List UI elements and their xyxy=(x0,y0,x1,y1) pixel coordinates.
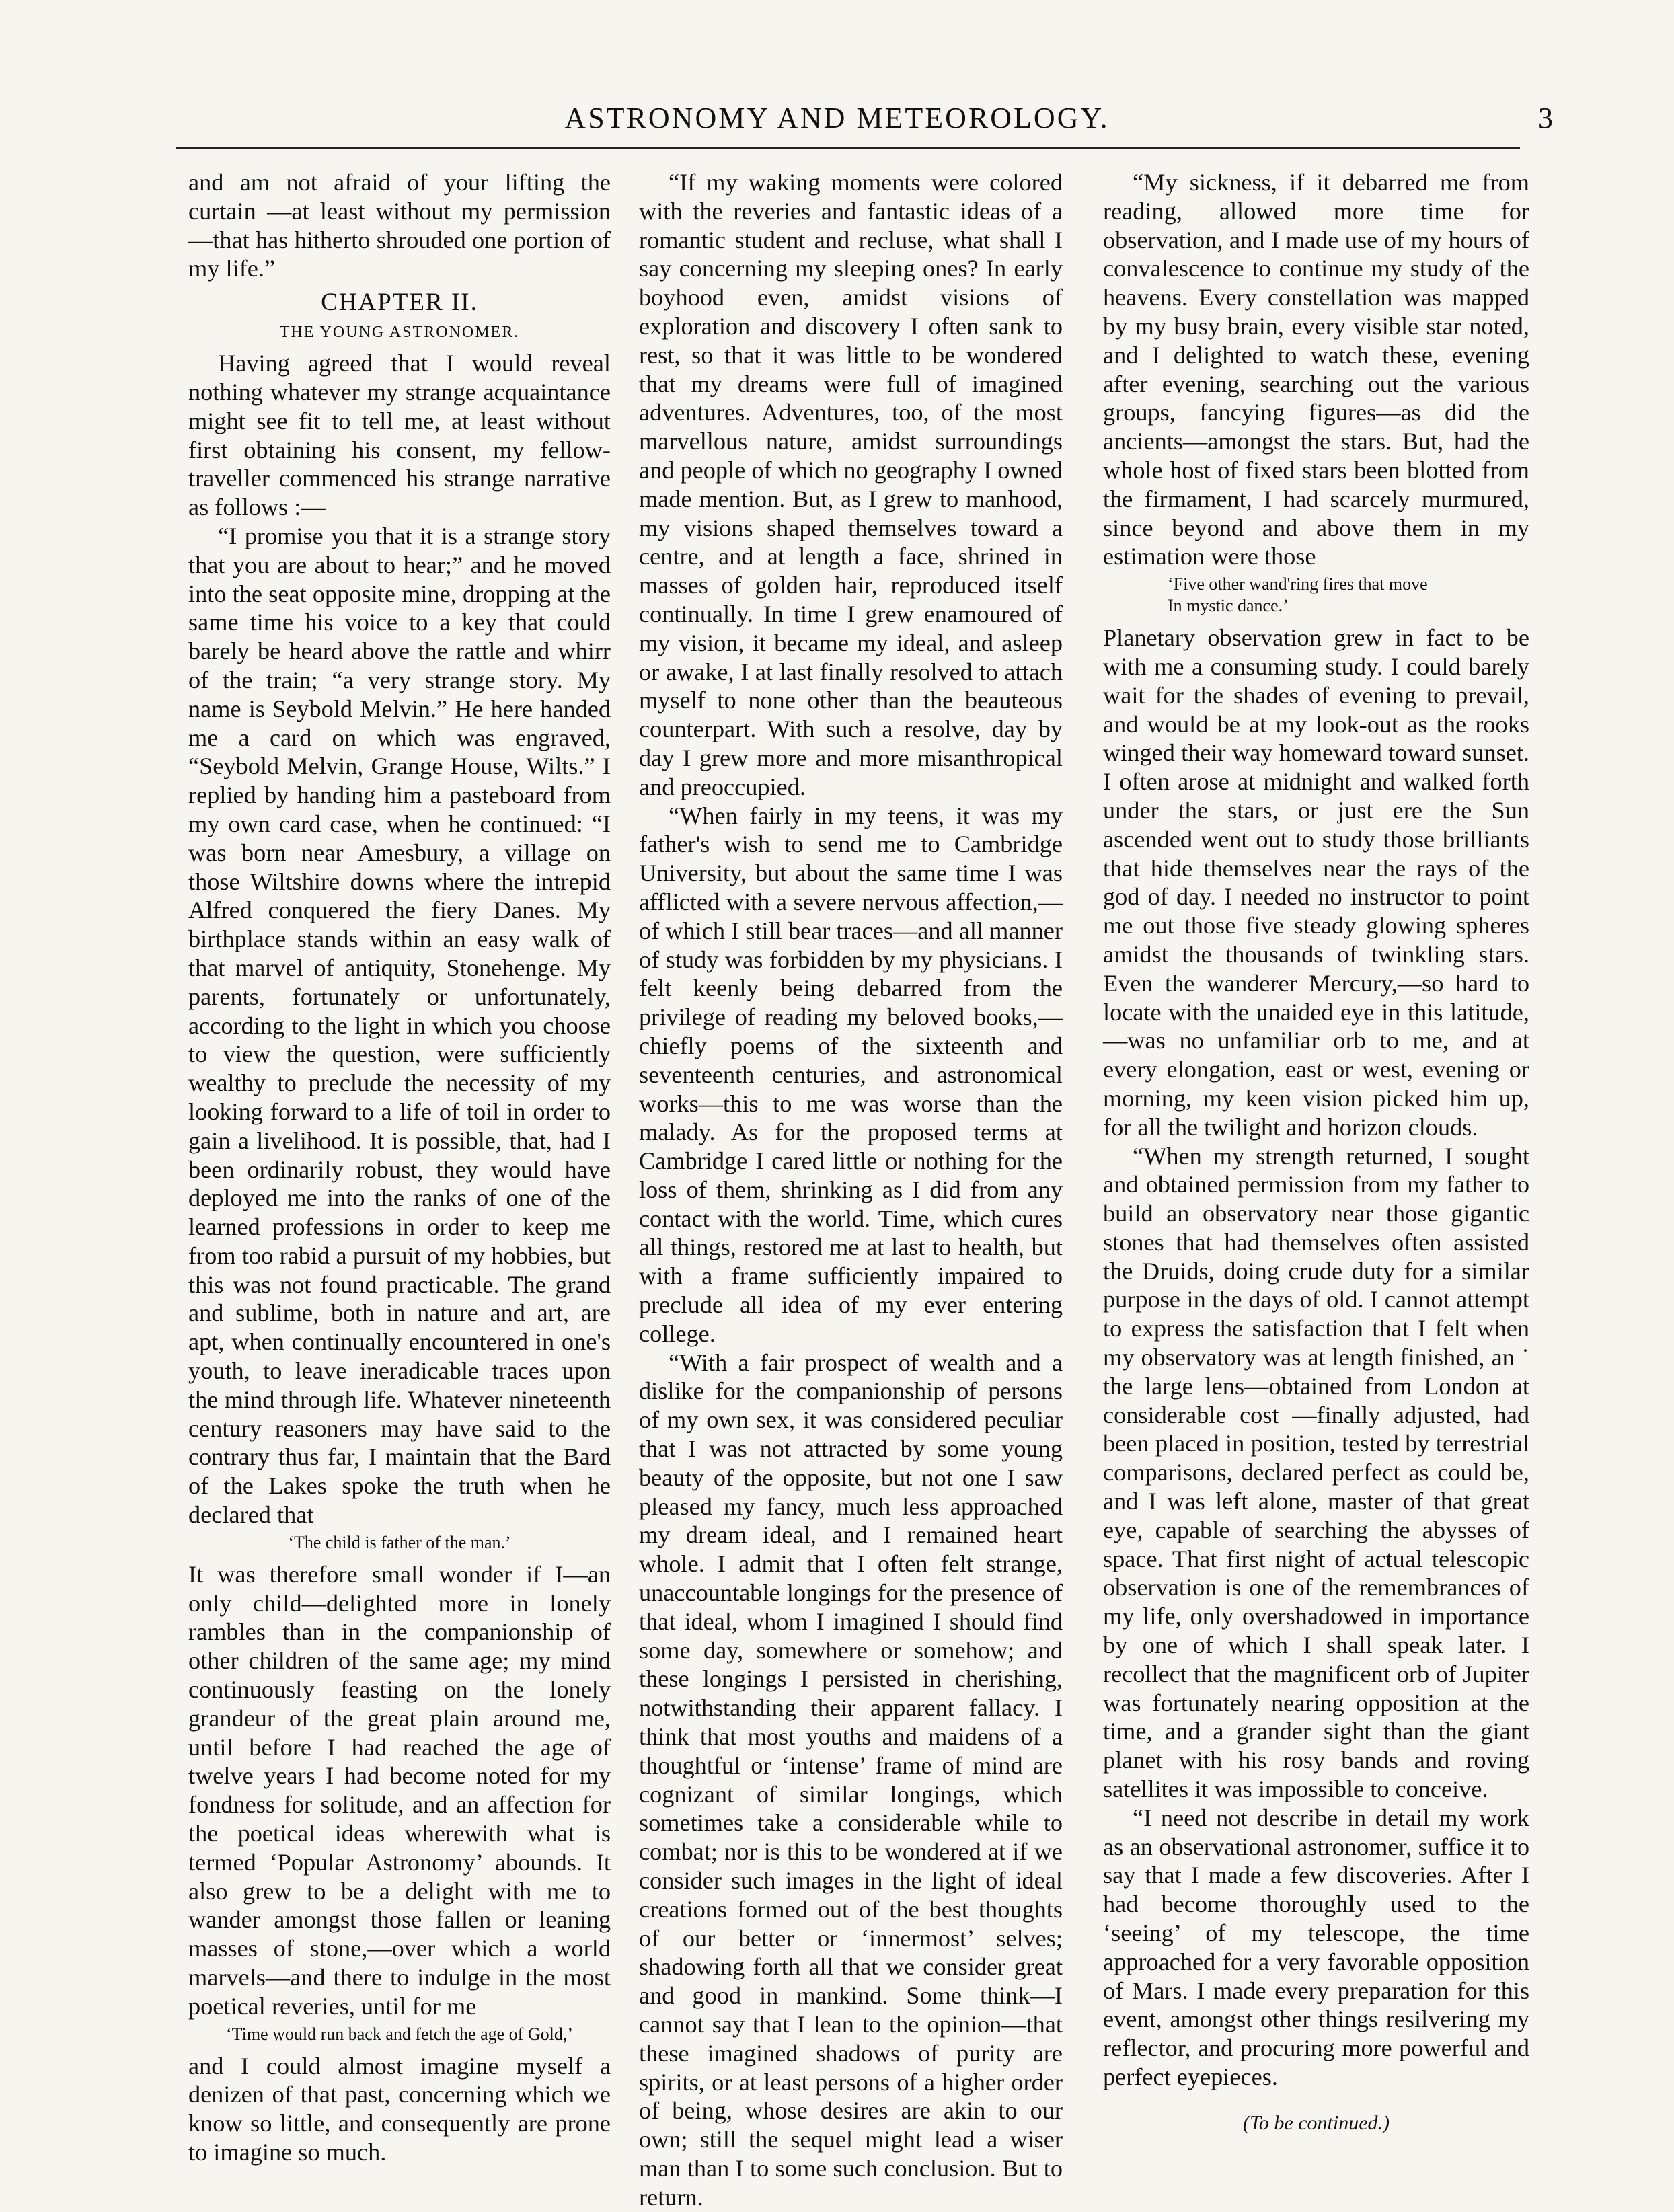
chapter-subheading: THE YOUNG ASTRONOMER. xyxy=(279,323,520,342)
paragraph: Planetary observation grew in fact to be with me a consuming study. I could barely wait for the shades of evening to prevail, and would be at my look-out as the rooks winged their way homeward toward sunset. I often arose at midnight and walked forth under the stars, or just ere the Sun ascended went out to study those brilliants that hide themselves near the rays of the god of day. I needed no instructor to point me out those five steady glowing spheres amidst the thousands of twinkling stars. Even the wanderer Mercury,—so hard to locate with the unaided eye in this latitude,—was no unfamiliar orb to me, and at every elongation, east or west, evening or morning, my keen vision picked him up, for all the twilight and horizon clouds. xyxy=(1103,624,1529,1141)
column-1 xyxy=(188,168,611,2167)
to-be-continued-note: (To be continued.) xyxy=(1242,2111,1390,2134)
paragraph: “I need not describe in detail my work as an observational astronomer, suffice it to say that I made a few discoveries. After I had become thoroughly used to the ‘seeing’ of my telescope, the time approached for a very favorable opposition of Mars. I made every preparation for this event, amongst other things resilvering my reflector, and procuring more powerful and perfect eyepieces. xyxy=(1103,1804,1529,2090)
page-number: 3 xyxy=(1538,102,1553,135)
paragraph: “When my strength returned, I sought and obtained permission from my father to build an observatory near those gigantic stones that had themselves often assisted the Druids, doing crude duty for a similar purpose in the days of old. I cannot attempt to express the satisfaction that I felt when my observatory was at length finished, an ˙ the large lens—obtained from London at considerable cost —finally adjusted, had been placed in position, tested by terrestrial comparisons, declared perfect as could be, and I was left alone, master of that great eye, capable of searching the abysses of space. That first night of actual telescopic observation is one of the remembrances of my life, only overshadowed in importance by one of which I shall speak later. I recollect that the magnificent orb of Jupiter was fortunately nearing opposition at the time, and a grander sight than the giant planet with his rosy bands and roving satellites it was impossible to conceive. xyxy=(1103,1142,1529,1803)
paragraph: “If my waking moments were colored with the reveries and fantastic ideas of a romantic student and recluse, what shall I say concerning my sleeping ones? In early boyhood even, amidst visions of exploration and discovery I often sank to rest, so that it was little to be wondered that my dreams were full of imagined adventures. Adventures, too, of the most marvellous nature, amidst surroundings and people of which no geography I owned made mention. But, as I grew to manhood, my visions shaped themselves toward a centre, and at length a face, shrined in masses of golden hair, reproduced itself continually. In time I grew enamoured of my vision, it became my ideal, and asleep or awake, I at last finally resolved to attach myself to none other than the beauteous counterpart. With such a resolve, day by day I grew more and more misanthropical and preoccupied. xyxy=(639,169,1063,800)
column-2 xyxy=(639,168,1063,2212)
paragraph: It was therefore small wonder if I—an only child—delighted more in lonely rambles than in the companionship of other children of the same age; my mind continuously feasting on the lonely grandeur of the great plain around me, until before I had reached the age of twelve years I had become noted for my fondness for solitude, and an affection for the poetical ideas wherewith what is termed ‘Popular Astronomy’ abounds. It also grew to be a delight with me to wander amongst those fallen or leaning masses of stone,—over which a world marvels—and there to indulge in the most poetical reveries, until for me xyxy=(188,1560,611,2020)
paragraph: “When fairly in my teens, it was my father's wish to send me to Cambridge University, but about the same time I was afflicted with a severe nervous affection,—of which I still bear traces—and all manner of study was forbidden by my physicians. I felt keenly being debarred from the privilege of reading my beloved books,—chiefly poems of the sixteenth and seventeenth centuries, and astronomical works—this to me was worse than the malady. As for the proposed terms at Cambridge I cared little or nothing for the loss of them, shrinking as I did from any contact with the world. Time, which cures all things, restored me at last to health, but with a frame sufficiently impaired to preclude all idea of my ever entering college. xyxy=(639,802,1063,1347)
column-3 xyxy=(1103,168,1529,2138)
verse-quote: ‘Time would run back and fetch the age of Gold,’ xyxy=(225,2024,573,2044)
verse-quote: ‘Five other wand'ring fires that move In mystic dance.’ xyxy=(1168,574,1428,616)
running-title: ASTRONOMY AND METEOROLOGY. xyxy=(564,102,1110,135)
paragraph: Having agreed that I would reveal nothing whatever my strange acquaintance might see fit to tell me, at least without first obtaining his consent, my fellow-traveller commenced his strange narrative as follows :— xyxy=(188,350,611,521)
chapter-heading: CHAPTER II. xyxy=(321,289,478,317)
header-rule xyxy=(176,147,1520,149)
paragraph: and am not afraid of your lifting the curtain —at least without my permission —that has hitherto shrouded one portion of my life.” xyxy=(188,169,611,282)
paragraph: “With a fair prospect of wealth and a dislike for the companionship of persons of my own sex, it was considered peculiar that I was not attracted by some young beauty of the opposite, but not one I saw pleased my fancy, much less approached my dream ideal, and I remained heart whole. I admit that I often felt strange, unaccountable longings for the presence of that ideal, whom I imagined I should find some day, somewhere or somehow; and these longings I persisted in cherishing, notwithstanding their apparent fallacy. I think that most youths and maidens of a thoughtful or ‘intense’ frame of mind are cognizant of similar longings, which sometimes take a considerable while to combat; nor is this to be wondered at if we consider such images in the light of ideal creations formed out of the best thoughts of our better or ‘innermost’ selves; shadowing forth all that we consider great and good in mankind. Some think—I cannot say that I lean to the opinion—that these imagined shadows of purity are spirits, or at least persons of a higher order of being, whose desires are akin to our own; still the sequel might lead a wiser man than I to some such conclusion. But to return. xyxy=(639,1348,1063,2211)
verse-quote: ‘The child is father of the man.’ xyxy=(288,1532,511,1552)
paragraph: and I could almost imagine myself a denizen of that past, concerning which we know so little, and consequently are prone to imagine so much. xyxy=(188,2052,611,2166)
paragraph: “My sickness, if it debarred me from reading, allowed more time for observation, and I made use of my hours of convalescence to continue my study of the heavens. Every constellation was mapped by my busy brain, every visible star noted, and I delighted to watch these, evening after evening, searching out the various groups, fancying figures—as did the ancients—amongst the stars. But, had the whole host of fixed stars been blotted from the firmament, I had scarcely murmured, since beyond and above them in my estimation were those xyxy=(1103,169,1529,570)
page-header xyxy=(0,101,1674,148)
paragraph: “I promise you that it is a strange story that you are about to hear;” and he moved into the seat opposite mine, dropping at the same time his voice to a key that could barely be heard above the rattle and whirr of the train; “a very strange story. My name is Seybold Melvin.” He here handed me a card on which was engraved, “Seybold Melvin, Grange House, Wilts.” I replied by handing him a pasteboard from my own card case, when he continued: “I was born near Amesbury, a village on those Wiltshire downs where the intrepid Alfred conquered the fiery Danes. My birthplace stands within an easy walk of that marvel of antiquity, Stonehenge. My parents, fortunately or unfortunately, according to the light in which you choose to view the question, were sufficiently wealthy to preclude the necessity of my looking forward to a life of toil in order to gain a livelihood. It is possible, that, had I been ordinarily robust, they would have deployed me into the ranks of one of the learned professions in order to keep me from too rabid a pursuit of my hobbies, but this was not found practicable. The grand and sublime, both in nature and art, are apt, when continually encountered in one's youth, to leave ineradicable traces upon the mind through life. Whatever nineteenth century reasoners may have said to the contrary thus far, I maintain that the Bard of the Lakes spoke the truth when he declared that xyxy=(188,522,611,1529)
